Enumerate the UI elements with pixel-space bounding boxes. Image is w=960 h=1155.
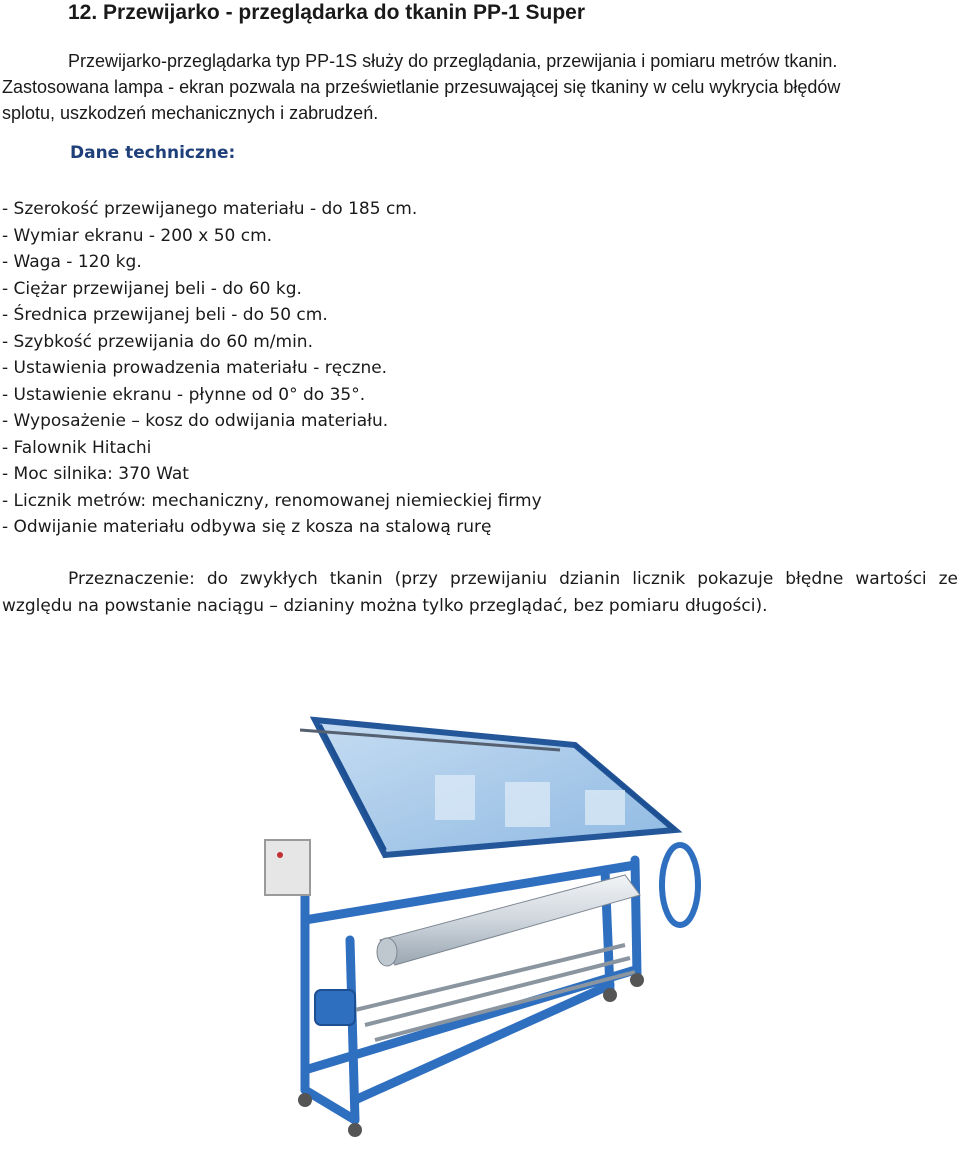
spec-item: - Moc silnika: 370 Wat	[2, 464, 189, 484]
light-panel	[315, 720, 675, 855]
intro-paragraph	[2, 48, 958, 126]
intro-line-1: Przewijarko-przeglądarka typ PP-1S służy do przeglądania, przewijania i pomiaru metrów tkanin.	[68, 51, 838, 71]
hand-wheel	[662, 845, 698, 925]
purpose-line-2: względu na powstanie naciągu – dzianiny można tylko przeglądać, bez pomiaru długości).	[2, 596, 768, 616]
spec-item: - Ustawienie ekranu - płynne od 0° do 35°.	[2, 384, 366, 405]
machine-photo	[205, 690, 750, 1150]
spec-item: - Falownik Hitachi	[2, 437, 152, 458]
spec-item: - Licznik metrów: mechaniczny, renomowanej niemieckiej firmy	[2, 490, 542, 511]
control-box	[265, 840, 310, 895]
page-title: 12. Przewijarko - przeglądarka do tkanin PP-1 Super	[68, 1, 586, 24]
purpose-line-1: Przeznaczenie: do zwykłych tkanin (przy przewijaniu dzianin licznik pokazuje błędne wartości ze	[68, 569, 958, 589]
spec-item: - Szerokość przewijanego materiału - do 185 cm.	[2, 199, 418, 219]
intro-line-2: Zastosowana lampa - ekran pozwala na prześwietlanie przesuwającej się tkaniny w celu wykrycia błędów	[2, 77, 841, 97]
spec-item: - Ustawienia prowadzenia materiału - ręczne.	[2, 358, 388, 378]
spec-item: - Średnica przewijanej beli - do 50 cm.	[2, 305, 328, 325]
spec-item: - Wymiar ekranu - 200 x 50 cm.	[2, 225, 273, 246]
spec-item: - Szybkość przewijania do 60 m/min.	[2, 331, 313, 352]
purpose-paragraph	[2, 566, 958, 620]
spec-item: - Waga - 120 kg.	[2, 252, 142, 272]
specs-list	[2, 196, 542, 541]
specs-heading: Dane techniczne:	[70, 143, 236, 163]
intro-line-3: splotu, uszkodzeń mechanicznych i zabrudzeń.	[2, 103, 379, 123]
spec-item: - Ciężar przewijanej beli - do 60 kg.	[2, 278, 302, 299]
motor	[315, 990, 355, 1025]
spec-item: - Wyposażenie – kosz do odwijania materiału.	[2, 411, 389, 431]
spec-item: - Odwijanie materiału odbywa się z kosza na stalową rurę	[2, 517, 492, 537]
